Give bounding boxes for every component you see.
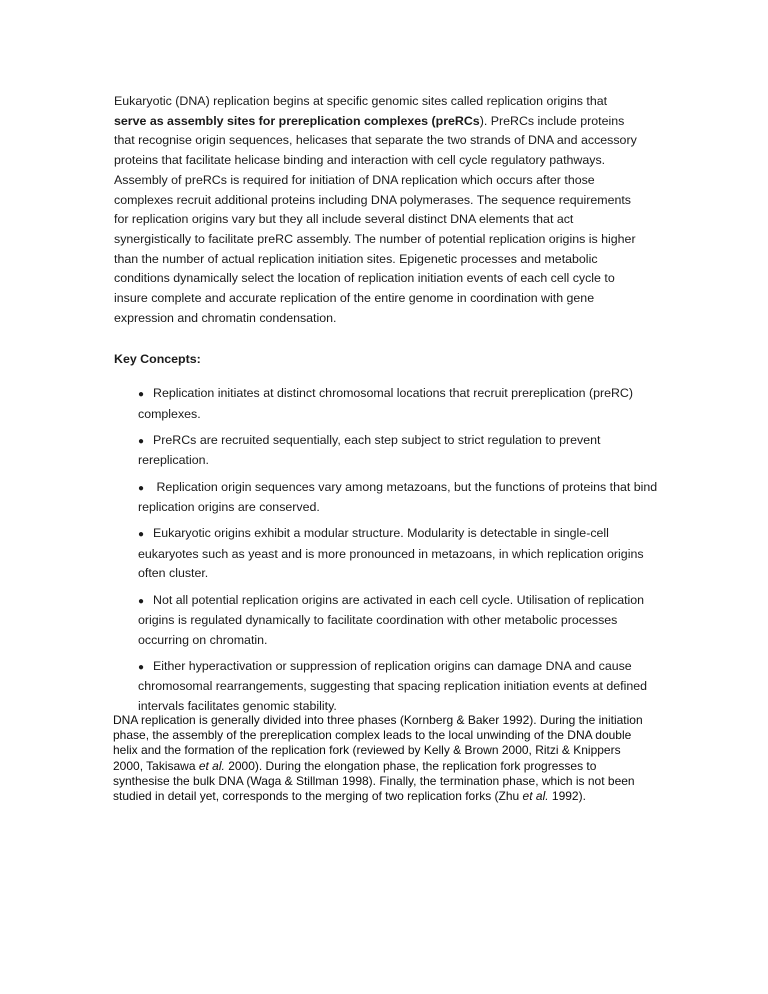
list-item bbox=[138, 591, 658, 651]
list-item-text: Not all potential replication origins are activated in each cell cycle. Utilisation of replication origins is regulated dynamically to facilitate coordination with other metabolic processes occurring on chromatin. bbox=[138, 592, 645, 647]
list-item bbox=[138, 478, 658, 518]
bullet-icon: ● bbox=[138, 435, 145, 447]
paragraph-text-part-2: 2000). During the elongation phase, the replication fork progresses to synthesise the bulk DNA (Waga & Stillman 1998). Finally, the termination phase, which is not been studied in detail yet, corresponds to the merging of two replication forks (Zhu bbox=[113, 758, 635, 804]
list-item-text: PreRCs are recruited sequentially, each step subject to strict regulation to prevent rereplication. bbox=[138, 432, 601, 468]
bullet-icon: ● bbox=[138, 389, 145, 400]
list-item bbox=[138, 431, 658, 471]
list-item bbox=[138, 384, 658, 424]
bullet-icon: ● bbox=[138, 661, 145, 673]
paragraph-text-part-1: DNA replication is generally divided into three phases (Kornberg & Baker 1992). During the initiation phase, the assembly of the prereplication complex leads to the local unwinding of the DNA double helix and the formation of the replication fork (reviewed by Kelly & Brown 2000, Ritzi & Knippers 2000, Takisawa bbox=[113, 713, 643, 773]
list-item bbox=[138, 657, 658, 717]
et-al-italic: et al. bbox=[522, 789, 549, 804]
paragraph-text-part-3: 1992). bbox=[548, 789, 586, 804]
intro-lead: Eukaryotic (DNA) replication begins at specific genomic sites called replication origins that bbox=[114, 94, 608, 108]
list-item bbox=[138, 524, 658, 584]
list-item-text: Replication initiates at distinct chromosomal locations that recruit prereplication (preRC) complexes. bbox=[138, 386, 633, 421]
intro-bold-phrase: serve as assembly sites for prereplication complexes (preRCs bbox=[114, 113, 480, 128]
et-al-italic: et al. bbox=[198, 758, 225, 773]
list-item-text: Either hyperactivation or suppression of replication origins can damage DNA and cause chromosomal rearrangements, suggesting that spacing replication initiation events at defined intervals facilitates genomic stability. bbox=[138, 658, 647, 713]
replication-phases-paragraph bbox=[113, 713, 645, 804]
list-item-text: Eukaryotic origins exhibit a modular structure. Modularity is detectable in single-cell eukaryotes such as yeast and is more pronounced in metazoans, in which replication origins often cluster. bbox=[138, 526, 644, 581]
key-concepts-heading: Key Concepts: bbox=[114, 352, 201, 366]
bullet-icon: ● bbox=[138, 529, 145, 541]
key-concepts-list bbox=[138, 384, 658, 723]
bullet-icon: ● bbox=[138, 482, 145, 494]
bullet-icon: ● bbox=[138, 595, 145, 607]
list-item-text: Replication origin sequences vary among metazoans, but the functions of proteins that bind replication origins are conserved. bbox=[138, 479, 658, 515]
intro-paragraph bbox=[114, 92, 642, 328]
intro-rest: ). PreRCs include proteins that recognise origin sequences, helicases that separate the two strands of DNA and accessory proteins that facilitate helicase binding and interaction with cell cycle regulatory pathways. Assembly of preRCs is required for initiation of DNA replication which occurs after those complexes recruit additional proteins including DNA polymerases. The sequence requirements for replication origins vary but they all include several distinct DNA elements that act synergistically to facilitate preRC assembly. The number of potential replication origins is higher than the number of actual replication initiation sites. Epigenetic processes and metabolic conditions dynamically select the location of replication initiation events of each cell cycle to insure complete and accurate replication of the entire genome in coordination with gene expression and chromatin condensation. bbox=[114, 113, 637, 325]
